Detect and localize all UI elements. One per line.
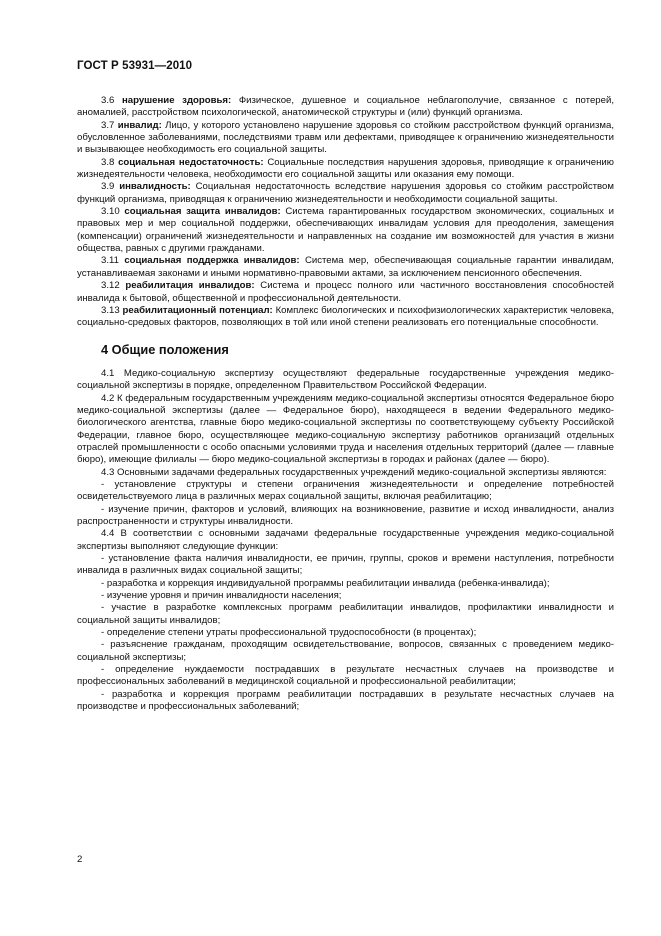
definition-item (77, 280, 614, 305)
definition-text: Социальная недостаточность вследствие нарушения здоровья со стойким расстройством функций организма, приводящая к ограничению жизнедеятельности и необходимости социальной защиты. (77, 181, 614, 205)
definition-term: социальная поддержка инвалидов: (124, 255, 300, 267)
definition-text: Комплекс биологических и психофизиологических характеристик человека, социально-средовых факторов, позволяющих в той или иной степени реализовать его потенциальные способности. (77, 304, 614, 329)
paragraph-4-2: 4.2 К федеральным государственным учреждениям медико-социальной экспертизы относятся Федеральное бюро медико-социальной экспертизы (далее — Федеральное бюро), находящееся в ведении Федерального медико-биологического агентства, главные бюро медико-социальной экспертизы по соответствующему субъекту Российской Федерации, главное бюро, осуществляющее медико-социальную экспертизу работников организаций отдельных отраслей промышленности с особо опасными условиями труда и населения отдельных территорий (далее — главные бюро), имеющие филиалы — бюро медико-социальной экспертизы в городах и районах (далее — бюро). (77, 392, 614, 466)
section-title: 4 Общие положения (101, 341, 229, 357)
list-item: - участие в разработке комплексных программ реабилитации инвалидов, профилактики инвалидности и социальной защиты инвалидов; (77, 602, 614, 626)
definition-text: Система и процесс полного или частичного восстановления способностей инвалида к бытовой, общественной и профессиональной деятельности. (77, 280, 614, 304)
document-header: ГОСТ Р 53931—2010 (77, 60, 193, 72)
list-item: - изучение причин, факторов и условий, влияющих на возникновение, развитие и исход инвалидности, анализ распространенности и структуры инвалидности. (77, 503, 614, 527)
list-item: - установление факта наличия инвалидности, ее причин, группы, сроков и времени наступления, потребности инвалида в различных видах социальной защиты; (77, 553, 614, 577)
definition-term: реабилитация инвалидов: (125, 280, 255, 292)
definition-item (77, 157, 614, 182)
definition-term: нарушение здоровья: (121, 95, 232, 106)
paragraph-4-1: 4.1 Медико-социальную экспертизу осуществляют федеральные государственные учреждения медико-социальной экспертизы в порядке, определенном Правительством Российской Федерации. (77, 367, 614, 392)
definition-number: 3.7 (101, 119, 115, 131)
definition-term: инвалидность: (119, 181, 191, 193)
definition-text: Система мер, обеспечивающая социальные гарантии инвалидам, устанавливаемая законами и иными нормативно-правовыми актами, за исключением пенсионного обеспечения. (77, 255, 614, 279)
definition-text: Система гарантированных государством экономических, социальных и правовых мер и мер социальной поддержки, обеспечивающих инвалидам условия для преодоления, замещения (компенсации) ограничений жизнедеятельности и направленных на создание им возможностей для участия в жизни общества, равных с другими гражданами. (77, 206, 615, 255)
definition-item (77, 120, 614, 157)
definition-item (77, 255, 614, 280)
paragraph-4-3: 4.3 Основными задачами федеральных государственных учреждений медико-социальной экспертизы являются: (101, 466, 607, 478)
list-item: - разработка и коррекция программ реабилитации пострадавших в результате несчастных случаев на производстве и профессиональных заболеваний; (77, 688, 614, 713)
page-number: 2 (77, 854, 83, 865)
definition-number: 3.12 (101, 280, 120, 292)
definition-number: 3.6 (101, 95, 115, 106)
list-item: - определение степени утраты профессиональной трудоспособности (в процентах); (101, 627, 477, 639)
definition-term: социальная защита инвалидов: (124, 206, 281, 218)
definition-text: Социальные последствия нарушения здоровья, приводящие к ограничению жизнедеятельности человека, необходимости его социальной защиты или оказания ему помощи. (77, 156, 614, 181)
definitions-list (77, 95, 614, 330)
definition-number: 3.10 (101, 206, 120, 218)
definition-number: 3.13 (101, 304, 120, 316)
definition-number: 3.11 (101, 255, 119, 267)
definition-item (77, 305, 614, 330)
list-item: - установление структуры и степени ограничения жизнедеятельности и определение потребностей освидетельствуемого лица в различных мерах социальной защиты, включая реабилитацию; (77, 478, 614, 503)
list-item: - разработка и коррекция индивидуальной программы реабилитации инвалида (ребенка-инвалида); (101, 577, 550, 589)
definition-item (77, 181, 614, 206)
definition-number: 3.8 (101, 156, 115, 168)
definition-text: Физическое, душевное и социальное неблагополучие, связанное с потерей, аномалией, расстройством психологической, анатомической структуры и (или) функций организма. (77, 95, 614, 119)
definition-item (77, 206, 614, 255)
list-item: - изучение уровня и причин инвалидности населения; (101, 590, 342, 602)
list-item: - разъяснение гражданам, проходящим освидетельствование, вопросов, связанных с проведением медико-социальной экспертизы; (77, 639, 614, 663)
definition-term: реабилитационный потенциал: (122, 304, 273, 316)
definition-term: инвалид: (117, 119, 162, 131)
definition-term: социальная недостаточность: (118, 156, 264, 168)
definition-text: Лицо, у которого установлено нарушение здоровья со стойким расстройством функций организма, обусловленное заболеваниями, последствиями травм или дефектами, приводящее к ограничению жизнедеятельности и вызывающее необходимость его социальной защиты. (77, 119, 615, 156)
paragraph-4-4: 4.4 В соответствии с основными задачами федеральные государственные учреждения медико-социальной экспертизы выполняют следующие функции: (77, 528, 614, 552)
definition-number: 3.9 (101, 181, 115, 193)
list-item: - определение нуждаемости пострадавших в результате несчастных случаев на производстве и профессиональных заболеваний в медицинской социальной и профессиональной реабилитации; (77, 664, 614, 688)
definition-item (77, 95, 614, 120)
page-body (77, 95, 614, 714)
